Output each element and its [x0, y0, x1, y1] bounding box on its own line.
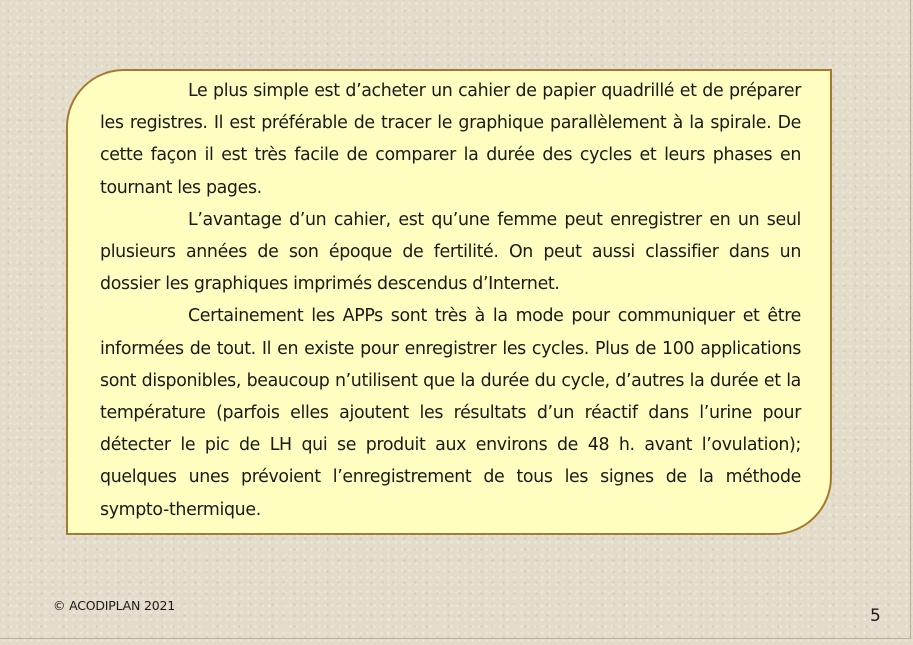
paragraph-cahier: Le plus simple est d’acheter un cahier de papier quadrillé et de préparer les registres. Il est préférable de tracer le graphique parallèlement à la spirale. De cette façon il est très facile de comparer la durée des cycles et leurs phases en tournant les pages.: [100, 81, 801, 198]
paragraph-apps: Certainement les APPs sont très à la mode pour communiquer et être informées de tout. Il en existe pour enregistrer les cycles. Plus de 100 applications sont disponibles, beaucoup n’utilisent que la durée du cycle, d’autres la durée et la température (parfois elles ajoutent les résultats d’un réactif dans l’urine pour détecter le pic de LH qui se produit aux environs de 48 h. avant l’ovulation); quelques unes prévoient l’enregistrement de tous les signes de la méthode sympto-thermique.: [100, 306, 801, 520]
page-number: 5: [870, 606, 881, 626]
paragraph-avantage: L’avantage d’un cahier, est qu’une femme peut enregistrer en un seul plusieurs années de son époque de fertilité. On peut aussi classifier dans un dossier les graphiques imprimés descendus d’Internet.: [100, 209, 801, 295]
slide-body-text: [100, 75, 801, 526]
copyright-notice: © ACODIPLAN 2021: [53, 598, 175, 613]
